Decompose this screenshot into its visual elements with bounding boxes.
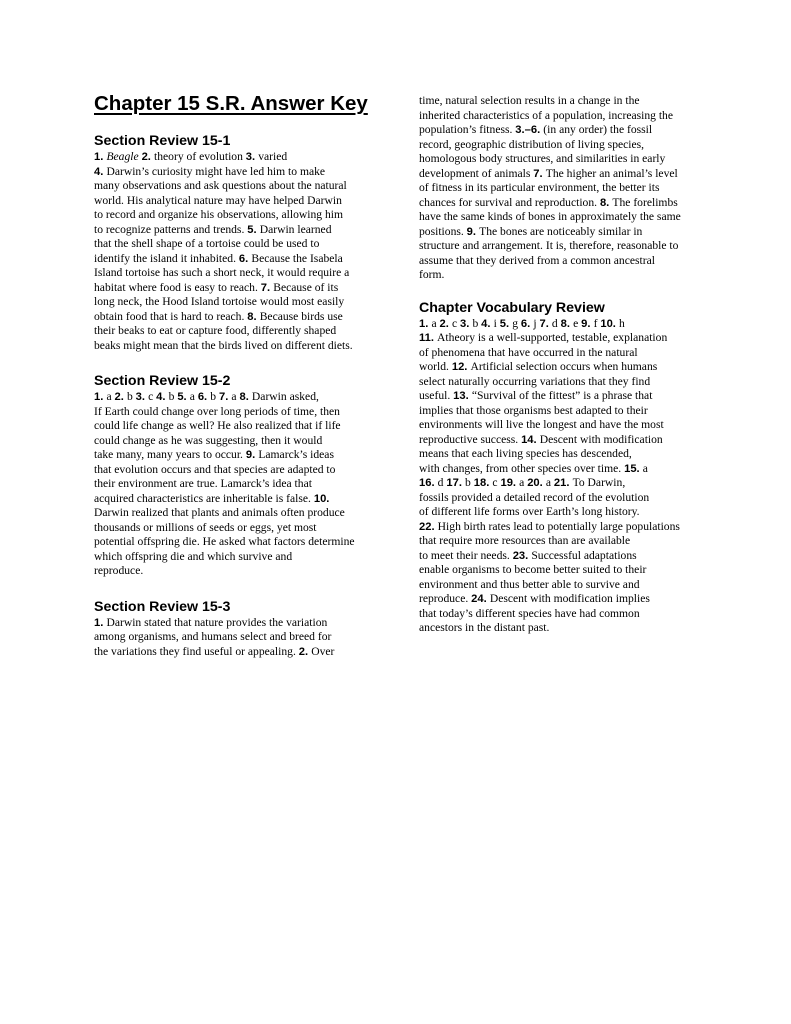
answer-text: enable organisms to become better suited to their — [419, 563, 647, 576]
answer-text: b — [126, 390, 136, 403]
answer-text: development of animals — [419, 166, 534, 180]
section-heading: Chapter Vocabulary Review — [419, 299, 605, 316]
answer-number: 9. — [466, 225, 480, 238]
answer-text: ancestors in the distant past. — [419, 621, 550, 634]
answer-number: 22. — [419, 520, 438, 533]
text-line — [419, 418, 704, 433]
text-line — [94, 645, 379, 660]
answer-number: 1. — [94, 616, 107, 629]
answer-text: High birth rates lead to potentially large populations — [437, 519, 680, 533]
text-line — [419, 592, 704, 607]
answer-text: c — [492, 476, 501, 489]
text-line — [94, 339, 379, 354]
answer-text: that require more resources than are available — [419, 534, 631, 547]
answer-number: 8. — [599, 196, 613, 209]
answer-number: 20. — [527, 477, 546, 489]
answer-text: a — [545, 476, 554, 489]
answer-text: homologous body structures, and similarities in early — [419, 152, 666, 165]
answer-text: b — [210, 390, 219, 403]
answer-text: To Darwin, — [572, 476, 626, 489]
answer-text: that today’s different species have had common — [419, 606, 640, 620]
text-line — [94, 492, 379, 507]
answer-number: 6. — [520, 317, 534, 330]
answer-text: fossils provided a detailed record of the evolution — [419, 490, 650, 504]
text-line — [94, 165, 379, 180]
text-line — [419, 534, 704, 549]
left-column-body — [94, 133, 379, 659]
text-line — [94, 252, 379, 267]
text-line — [419, 505, 704, 520]
answer-text: useful. — [419, 389, 454, 402]
section-spacer — [94, 353, 379, 373]
answer-number: 7. — [533, 167, 546, 180]
text-line — [94, 179, 379, 194]
answer-text: Because birds use — [259, 309, 343, 323]
answer-text: to recognize patterns and trends. — [94, 222, 248, 236]
text-line — [419, 520, 704, 535]
text-line — [419, 254, 704, 269]
answer-number: 24. — [471, 593, 490, 605]
answer-text: Because the Isabela — [251, 251, 343, 265]
answer-text: world. — [419, 360, 452, 373]
answer-text: world. His analytical nature may have helped Darwin — [94, 193, 342, 207]
text-line — [419, 138, 704, 153]
answer-text: c — [451, 316, 460, 330]
answer-text: a — [431, 316, 440, 330]
answer-text: chances for survival and reproduction. — [419, 195, 600, 209]
text-line — [94, 550, 379, 565]
answer-text: c — [148, 390, 157, 403]
text-line — [419, 239, 704, 254]
answer-text: b — [465, 476, 474, 489]
text-line — [419, 210, 704, 225]
page-title: Chapter 15 S.R. Answer Key — [94, 92, 368, 115]
answer-number: 4. — [481, 317, 494, 330]
text-line — [94, 295, 379, 310]
text-line — [94, 448, 379, 463]
answer-text: a — [189, 390, 198, 403]
answer-text: Darwin learned — [259, 222, 332, 236]
answer-text: theory of evolution — [154, 150, 246, 163]
text-line — [94, 324, 379, 339]
text-line — [419, 621, 704, 636]
answer-number: 4. — [94, 165, 107, 178]
answer-text: inherited characteristics of a population, increasing the — [419, 108, 673, 122]
section-heading: Section Review 15-3 — [94, 598, 231, 615]
answer-number: 9. — [245, 449, 259, 461]
answer-text: b — [472, 316, 482, 330]
answer-text: Darwin realized that plants and animals often produce — [94, 506, 345, 519]
text-line — [94, 419, 379, 434]
answer-number: 5. — [177, 391, 190, 403]
answer-text: of fitness in its particular environment, the better its — [419, 181, 660, 194]
answer-text: “Survival of the fittest” is a phrase that — [471, 389, 653, 402]
section-spacer — [94, 579, 379, 599]
text-line — [94, 616, 379, 631]
text-line — [419, 181, 704, 196]
text-line — [94, 630, 379, 645]
answer-number: 7. — [260, 281, 274, 294]
right-column — [419, 94, 704, 636]
answer-number: 17. — [446, 477, 466, 489]
text-line — [94, 237, 379, 252]
text-line — [419, 268, 704, 283]
answer-text: environments will live the longest and have the most — [419, 418, 664, 431]
text-line — [419, 549, 704, 564]
answer-number: 3. — [460, 317, 473, 330]
answer-text: reproductive success. — [419, 432, 522, 446]
answer-number: 2. — [141, 151, 155, 163]
answer-text: (in any order) the fossil — [543, 123, 653, 136]
answer-text: Darwin asked, — [251, 390, 319, 403]
answer-text: environment and thus better able to survive and — [419, 577, 640, 591]
text-line — [419, 331, 704, 346]
answer-text: Artificial selection occurs when humans — [470, 360, 658, 373]
text-line — [419, 123, 704, 138]
answer-number: 6. — [238, 252, 252, 265]
text-line — [94, 564, 379, 579]
answer-number: 1. — [94, 151, 107, 163]
answer-number: 15. — [624, 462, 643, 475]
answer-number: 3. — [245, 151, 259, 163]
answer-text: have the same kinds of bones in approximately the same — [419, 210, 681, 223]
answer-text: The bones are noticeably similar in — [479, 224, 643, 238]
answer-number: 9. — [581, 317, 594, 330]
answer-number: 10. — [600, 317, 620, 330]
answer-text: thousands or millions of seeds or eggs, yet most — [94, 520, 317, 534]
answer-text: beaks might mean that the birds lived on different diets. — [94, 338, 353, 352]
answer-text: b — [168, 390, 178, 403]
answer-text: Atheory is a well-supported, testable, explanation — [437, 331, 668, 344]
answer-text: among organisms, and humans select and breed for — [94, 630, 332, 643]
answer-text: Lamarck’s ideas — [258, 448, 334, 461]
answer-text: form. — [419, 268, 445, 281]
text-line — [94, 390, 379, 405]
answer-text: structure and arrangement. It is, therefore, reasonable to — [419, 239, 679, 252]
text-line — [94, 194, 379, 209]
text-line — [419, 109, 704, 124]
answer-text: varied — [258, 150, 288, 163]
answer-text: g — [512, 316, 521, 330]
text-line — [94, 535, 379, 550]
text-line — [419, 94, 704, 109]
text-line — [419, 317, 704, 332]
answer-text: The higher an animal’s level — [545, 166, 678, 180]
answer-text: Descent with modification implies — [489, 592, 650, 605]
answer-number: 8. — [247, 310, 260, 323]
text-line — [94, 150, 379, 165]
answer-text: If Earth could change over long periods of time, then — [94, 404, 340, 418]
text-line — [94, 281, 379, 296]
answer-number: 19. — [500, 477, 520, 489]
text-line — [419, 433, 704, 448]
answer-text: record, geographic distribution of living species, — [419, 137, 645, 151]
text-line — [419, 476, 704, 491]
italic-text: Beagle — [106, 150, 139, 163]
text-line — [419, 607, 704, 622]
answer-number: 5. — [247, 223, 260, 236]
text-line — [419, 152, 704, 167]
text-line — [419, 462, 704, 477]
text-line — [94, 463, 379, 478]
answer-text: positions. — [419, 224, 467, 238]
answer-number: 1. — [94, 391, 107, 403]
text-line — [419, 563, 704, 578]
answer-number: 11. — [419, 332, 438, 344]
answer-text: their beaks to eat or capture food, differently shaped — [94, 324, 337, 337]
text-line — [94, 434, 379, 449]
answer-text: f — [593, 316, 601, 330]
answer-text: that evolution occurs and that species are adapted to — [94, 462, 336, 476]
answer-number: 16. — [419, 477, 438, 489]
answer-text: i — [493, 316, 500, 330]
text-line — [419, 346, 704, 361]
text-line — [419, 375, 704, 390]
text-line — [94, 266, 379, 281]
answer-number: 21. — [553, 477, 573, 489]
left-column — [94, 92, 379, 659]
answer-text: assume that they derived from a common ancestral — [419, 253, 655, 267]
answer-text: a — [231, 390, 240, 403]
answer-text: a — [519, 476, 528, 489]
text-line — [419, 491, 704, 506]
answer-text: a — [642, 461, 648, 475]
answer-number: 3. — [135, 391, 149, 403]
answer-number: 2. — [298, 645, 312, 658]
text-line — [94, 521, 379, 536]
section-heading: Section Review 15-1 — [94, 133, 231, 149]
answer-text: habitat where food is easy to reach. — [94, 280, 261, 294]
answer-text: d — [437, 476, 447, 489]
answer-text: which offspring die and which survive and — [94, 549, 293, 563]
answer-text: identify the island it inhabited. — [94, 251, 239, 265]
answer-text: e — [573, 316, 582, 330]
text-line — [94, 405, 379, 420]
answer-text: to record and organize his observations, allowing him — [94, 208, 343, 221]
answer-text: d — [551, 316, 561, 330]
answer-number: 5. — [499, 317, 513, 330]
answer-text: Darwin stated that nature provides the variation — [106, 615, 328, 629]
answer-text: could change as he was suggesting, then it would — [94, 433, 323, 447]
answer-text: time, natural selection results in a change in the — [419, 94, 640, 107]
answer-number: 14. — [521, 433, 540, 446]
answer-text: Because of its — [273, 280, 339, 294]
answer-text: obtain food that is hard to reach. — [94, 309, 248, 323]
text-line — [419, 389, 704, 404]
answer-text: potential offspring die. He asked what factors determine — [94, 535, 355, 548]
answer-number: 4. — [156, 391, 169, 403]
answer-text: select naturally occurring variations that they find — [419, 374, 651, 388]
answer-number: 18. — [473, 477, 493, 489]
answer-number: 10. — [313, 492, 330, 505]
answer-text: Successful adaptations — [531, 548, 637, 562]
answer-text: The forelimbs — [612, 195, 678, 209]
answer-text: h — [619, 316, 625, 330]
answer-text: population’s fitness. — [419, 123, 516, 136]
text-line — [94, 310, 379, 325]
text-line — [419, 196, 704, 211]
answer-text: take many, many years to occur. — [94, 448, 246, 461]
answer-number: 8. — [239, 391, 252, 403]
answer-number: 2. — [114, 391, 127, 403]
text-line — [419, 167, 704, 182]
answer-text: of different life forms over Earth’s long history. — [419, 505, 640, 518]
answer-text: Darwin’s curiosity might have led him to make — [106, 164, 326, 178]
answer-text: implies that those organisms best adapted to their — [419, 403, 648, 417]
answer-text: the variations they find useful or appealing. — [94, 644, 299, 658]
text-line — [419, 447, 704, 462]
answer-text: Descent with modification — [539, 432, 663, 446]
text-line — [94, 208, 379, 223]
text-line — [419, 360, 704, 375]
answer-number: 7. — [218, 391, 232, 403]
right-column-body — [419, 94, 704, 636]
answer-text: reproduce. — [94, 564, 144, 577]
text-line — [94, 223, 379, 238]
answer-text: a — [106, 390, 115, 403]
answer-number: 13. — [453, 390, 472, 402]
answer-text: many observations and ask questions about the natural — [94, 179, 347, 192]
answer-number: 23. — [512, 549, 532, 562]
answer-number: 1. — [419, 317, 432, 330]
text-line — [94, 506, 379, 521]
answer-text: with changes, from other species over time. — [419, 461, 625, 475]
answer-number: 3.–6. — [515, 124, 544, 136]
text-line — [419, 578, 704, 593]
answer-text: means that each living species has descended, — [419, 447, 632, 460]
answer-text: their environment are true. Lamarck’s idea that — [94, 477, 312, 490]
text-line — [419, 225, 704, 240]
text-line — [419, 404, 704, 419]
answer-text: to meet their needs. — [419, 548, 513, 562]
answer-number: 7. — [539, 317, 552, 330]
section-spacer — [419, 283, 704, 300]
answer-text: of phenomena that have occurred in the natural — [419, 345, 638, 359]
answer-text: Over — [311, 644, 335, 658]
answer-text: that the shell shape of a tortoise could be used to — [94, 237, 320, 250]
section-heading: Section Review 15-2 — [94, 373, 231, 389]
answer-text: long neck, the Hood Island tortoise would most easily — [94, 295, 345, 308]
answer-number: 12. — [451, 361, 471, 373]
text-line — [94, 477, 379, 492]
answer-number: 8. — [560, 317, 574, 330]
answer-number: 2. — [439, 317, 452, 330]
answer-text: reproduce. — [419, 592, 472, 605]
answer-text: j — [533, 316, 540, 330]
answer-text: Island tortoise has such a short neck, it would require a — [94, 266, 350, 279]
answer-text: acquired characteristics are inheritable is false. — [94, 491, 314, 505]
answer-text: could life change as well? He also realized that if life — [94, 419, 341, 432]
answer-number: 6. — [197, 391, 211, 403]
